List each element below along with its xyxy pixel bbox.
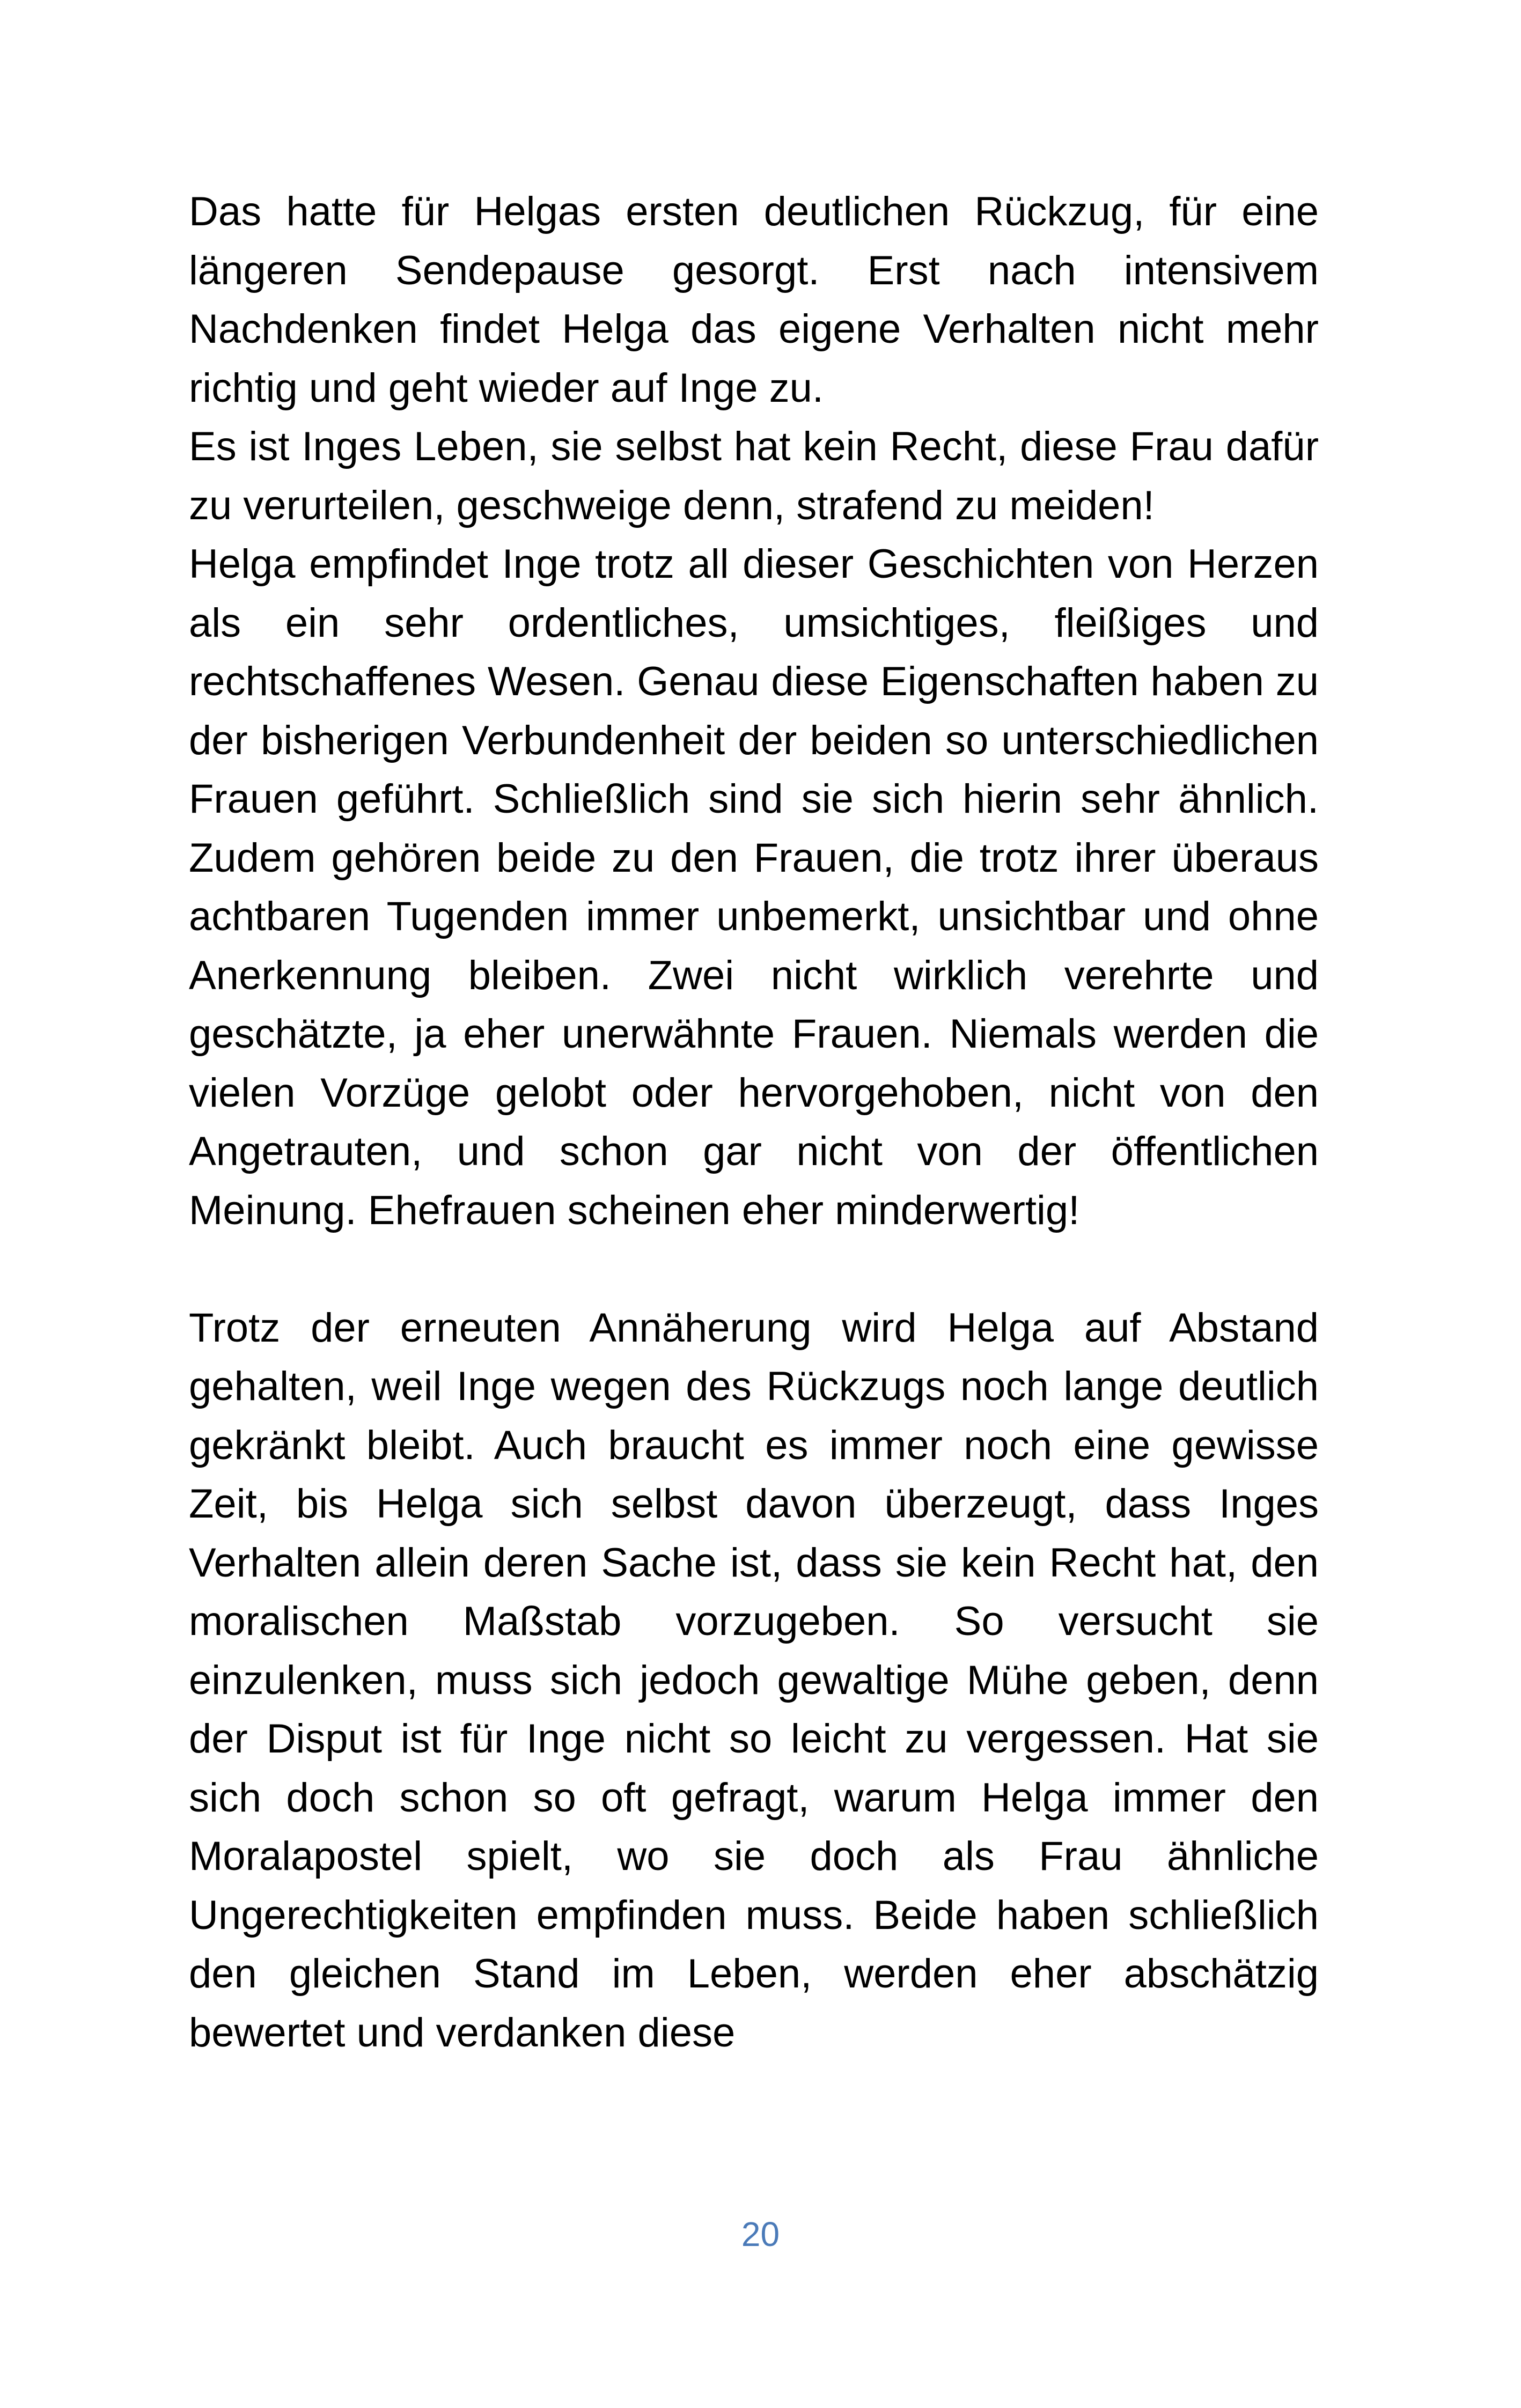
paragraph-text: Es ist Inges Leben, sie selbst hat kein Recht, diese Frau dafür zu verurteilen, geschweige denn, strafend zu meiden! <box>189 424 1319 528</box>
paragraph-4 <box>189 1299 1319 2063</box>
paragraph-3 <box>189 535 1319 1240</box>
paragraph-1 <box>189 182 1319 417</box>
paragraph-spacer <box>189 1240 1319 1299</box>
paragraph-text: Das hatte für Helgas ersten deutlichen Rückzug, für eine längeren Sendepause gesorgt. Erst nach intensivem Nachdenken findet Helga das eigene Verhalten nicht mehr richtig und geht wieder auf Inge zu. <box>189 189 1319 411</box>
body-text <box>189 182 1319 2062</box>
paragraph-text: Helga empfindet Inge trotz all dieser Geschichten von Herzen als ein sehr ordentliches, umsichtiges, fleißiges und rechtschaffenes Wesen. Genau diese Eigenschaften haben zu der bisherigen Verbundenheit der beiden so unterschiedlichen Frauen geführt. Schließlich sind sie sich hierin sehr ähnlich. Zudem gehören beide zu den Frauen, die trotz ihrer überaus achtbaren Tugenden immer unbemerkt, unsichtbar und ohne Anerkennung bleiben. Zwei nicht wirklich verehrte und geschätzte, ja eher unerwähnte Frauen. Niemals werden die vielen Vorzüge gelobt oder hervorgehoben, nicht von den Angetrauten, und schon gar nicht von der öffentlichen Meinung. Ehefrauen scheinen eher minderwertig! <box>189 541 1319 1233</box>
page-number: 20 <box>741 2215 780 2254</box>
paragraph-text: Trotz der erneuten Annäherung wird Helga auf Abstand gehalten, weil Inge wegen des Rückzugs noch lange deutlich gekränkt bleibt. Auch braucht es immer noch eine gewisse Zeit, bis Helga sich selbst davon überzeugt, dass Inges Verhalten allein deren Sache ist, dass sie kein Recht hat, den moralischen Maßstab vorzugeben. So versucht sie einzulenken, muss sich jedoch gewaltige Mühe geben, denn der Disput ist für Inge nicht so leicht zu vergessen. Hat sie sich doch schon so oft gefragt, warum Helga immer den Moralapostel spielt, wo sie doch als Frau ähnliche Ungerechtigkeiten empfinden muss. Beide haben schließlich den gleichen Stand im Leben, werden eher abschätzig bewertet und verdanken diese <box>189 1305 1319 2056</box>
paragraph-2 <box>189 417 1319 535</box>
